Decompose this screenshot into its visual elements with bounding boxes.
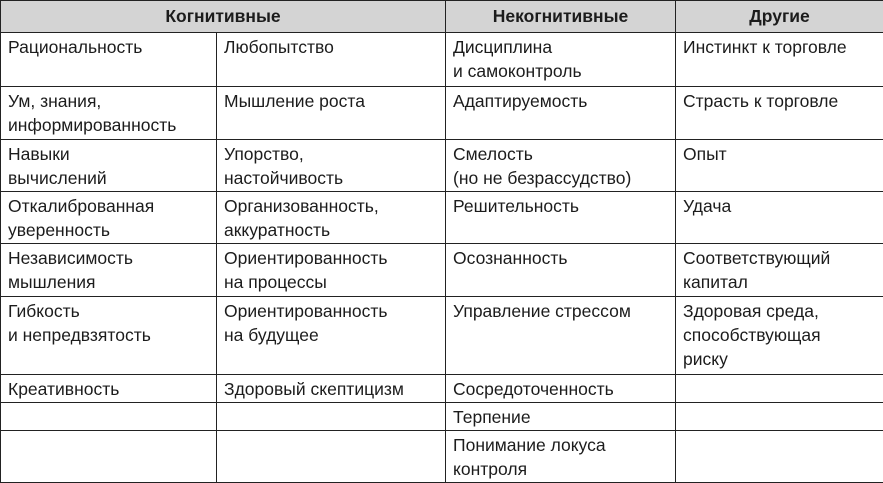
table-row [1,403,883,431]
header-row [1,1,883,33]
table-cell: Страсть к торговле [676,87,883,140]
table-cell [676,431,883,483]
table-cell: Адаптируемость [446,87,676,140]
table-cell [1,403,217,431]
table-cell [676,403,883,431]
table-cell: Дисциплина и самоконтроль [446,33,676,87]
table-cell: Инстинкт к торговле [676,33,883,87]
table-cell: Удача [676,192,883,244]
table-cell: Ориентированность на будущее [217,297,446,375]
table-cell [1,431,217,483]
table-cell: Смелость (но не безрассудство) [446,140,676,192]
table-row [1,375,883,403]
table-cell: Терпение [446,403,676,431]
table-row [1,244,883,297]
header-noncognitive: Некогнитивные [446,1,676,33]
table-cell: Откалиброванная уверенность [1,192,217,244]
table-cell: Независимость мышления [1,244,217,297]
table-cell: Упорство, настойчивость [217,140,446,192]
table-cell: Любопытство [217,33,446,87]
table-cell: Креативность [1,375,217,403]
table-cell: Опыт [676,140,883,192]
table-cell: Решительность [446,192,676,244]
table-row [1,192,883,244]
table-cell: Понимание локуса контроля [446,431,676,483]
table-row [1,33,883,87]
table-cell: Сосредоточенность [446,375,676,403]
table-cell [217,403,446,431]
table-cell: Гибкость и непредвзятость [1,297,217,375]
table-cell [217,431,446,483]
table-cell [676,375,883,403]
table-cell: Здоровая среда, способствующая риску [676,297,883,375]
header-cognitive: Когнитивные [1,1,446,33]
header-other: Другие [676,1,883,33]
table-cell: Управление стрессом [446,297,676,375]
table-cell: Рациональность [1,33,217,87]
table-row [1,431,883,483]
table-row [1,297,883,375]
table-cell: Организованность, аккуратность [217,192,446,244]
table-cell: Ум, знания, информированность [1,87,217,140]
table-row [1,87,883,140]
table-cell: Соответствующий капитал [676,244,883,297]
table-cell: Ориентированность на процессы [217,244,446,297]
table-row [1,140,883,192]
table-cell: Навыки вычислений [1,140,217,192]
table-cell: Здоровый скептицизм [217,375,446,403]
table-cell: Мышление роста [217,87,446,140]
table-cell: Осознанность [446,244,676,297]
